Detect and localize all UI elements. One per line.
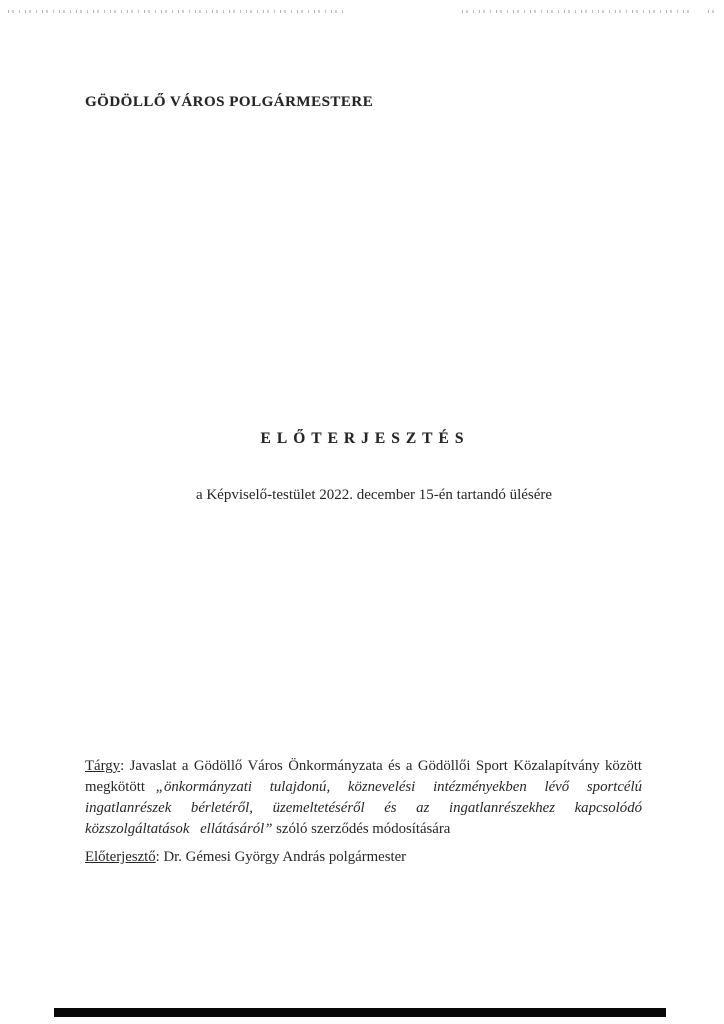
presenter-text: : Dr. Gémesi György András polgármester [155,849,407,865]
document-title: ELŐTERJESZTÉS [260,430,470,447]
subject-colon: : [120,758,130,774]
scan-artifact-top-right [462,10,692,13]
subject-text-regular-after: szóló szerződés módosítására [272,820,451,837]
presenter-line [85,849,406,866]
subject-text-italic-quote: „önkormányzati tulajdonú, köznevelési intézményekben lévő sportcélú ingatlanrészek bérletéről, üzemeltetéséről és az ingatlanrészekhez kapcsolódó közszolgáltatások ellátásáról” [85,778,642,837]
scan-artifact-top-left [8,10,346,13]
subject-text-regular-before: Javaslat a Gödöllő Város Önkormányzata és a Gödöllői Sport Közalapítvány között megkötött [85,758,643,795]
subject-paragraph [85,756,642,840]
sender-header: GÖDÖLLŐ VÁROS POLGÁRMESTERE [85,94,374,110]
subject-label: Tárgy [85,758,121,774]
scan-artifact-bottom-bar [54,1008,666,1017]
presenter-label: Előterjesztő [85,849,156,865]
scan-artifact-top-far-right [708,10,717,13]
session-subtitle: a Képviselő-testület 2022. december 15-én tartandó ülésére [195,487,553,503]
